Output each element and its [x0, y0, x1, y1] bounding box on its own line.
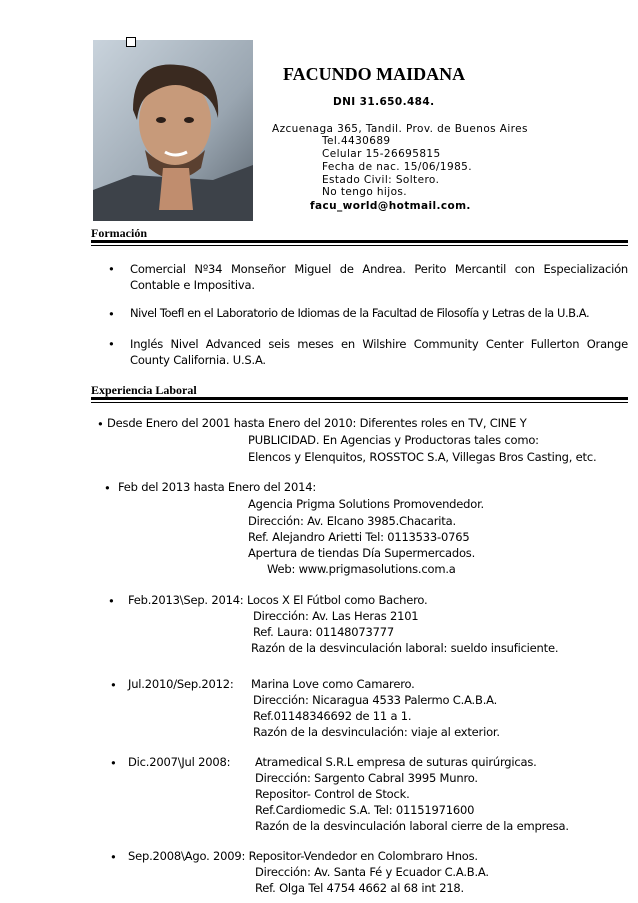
job-entry-line: Dirección: Av. Elcano 3985.Chacarita.	[248, 514, 456, 528]
bullet: •	[97, 417, 104, 431]
job-entry-line: Elencos y Elenquitos, ROSSTOC S.A, Villegas Bros Casting, etc.	[248, 450, 597, 464]
formacion-item: Comercial Nº34 Monseñor Miguel de Andrea. Perito Mercantil con Especialización Contable e Impositiva.	[130, 262, 628, 292]
address: Azcuenaga 365, Tandil. Prov. de Buenos Aires	[272, 123, 528, 135]
job-entry-line: Repositor- Control de Stock.	[255, 787, 410, 801]
job-entry-line: Ref. Laura: 01148073777	[253, 625, 395, 639]
person-name: FACUNDO MAIDANA	[283, 64, 466, 84]
job-entry-line: Ref. Olga Tel 4754 4662 al 68 int 218.	[255, 881, 465, 895]
job-entry-head: Feb del 2013 hasta Enero del 2014:	[118, 480, 317, 494]
job-entry-line: Razón de la desvinculación: viaje al exterior.	[253, 725, 500, 739]
civil-status: Estado Civil: Soltero.	[322, 174, 440, 186]
bullet: •	[108, 337, 115, 351]
job-entry-line: Dirección: Sargento Cabral 3995 Munro.	[255, 771, 478, 785]
profile-photo-image	[93, 40, 253, 221]
formacion-item: Nivel Toefl en el Laboratorio de Idiomas de la Facultad de Filosofía y Letras de la U.B.A.	[130, 306, 590, 320]
bullet: •	[104, 481, 111, 495]
job-entry-line: Ref. Alejandro Arietti Tel: 0113533-0765	[248, 530, 470, 544]
job-entry-head: Desde Enero del 2001 hasta Enero del 2010: Diferentes roles en TV, CINE Y	[107, 416, 527, 430]
children: No tengo hijos.	[322, 186, 407, 198]
job-entry-line: Dirección: Nicaragua 4533 Palermo C.A.B.A.	[253, 693, 498, 707]
section-divider	[91, 397, 628, 400]
bullet: •	[108, 307, 115, 321]
dni: DNI 31.650.484.	[333, 96, 435, 108]
bullet: •	[108, 262, 115, 276]
job-entry-line: Dirección: Av. Santa Fé y Ecuador C.A.B.A.	[255, 865, 489, 879]
job-entry-line: Apertura de tiendas Día Supermercados.	[248, 546, 476, 560]
formacion-item: Inglés Nivel Advanced seis meses en Wilshire Community Center Fullerton Orange County California. U.S.A.	[130, 337, 628, 367]
bullet: •	[108, 594, 115, 608]
bullet: •	[110, 678, 117, 692]
image-resize-handle[interactable]	[126, 37, 136, 47]
job-entry-date: Dic.2007\Jul 2008:	[128, 755, 231, 769]
section-title-formacion: Formación	[91, 226, 147, 240]
job-entry-line: Razón de la desvinculación laboral cierre de la empresa.	[255, 819, 569, 833]
job-entry-line: PUBLICIDAD. En Agencias y Productoras tales como:	[248, 433, 539, 447]
bullet: •	[110, 756, 117, 770]
job-entry-line: Atramedical S.R.L empresa de suturas quirúrgicas.	[255, 755, 537, 769]
job-entry-line: Ref.Cardiomedic S.A. Tel: 01151971600	[255, 803, 475, 817]
bullet: •	[110, 850, 117, 864]
email: facu_world@hotmail.com.	[310, 200, 471, 212]
job-entry-line: Agencia Prigma Solutions Promovendedor.	[248, 497, 484, 511]
section-title-experiencia: Experiencia Laboral	[91, 383, 197, 397]
mobile: Celular 15-26695815	[322, 148, 441, 160]
profile-photo	[93, 40, 253, 221]
job-entry-line: Marina Love como Camarero.	[251, 677, 415, 691]
birth-date: Fecha de nac. 15/06/1985.	[322, 161, 472, 173]
job-entry-line: Razón de la desvinculación laboral: sueldo insuficiente.	[251, 641, 559, 655]
telephone: Tel.4430689	[322, 135, 391, 147]
section-divider-thin	[91, 245, 628, 246]
section-divider-thin	[91, 402, 628, 403]
job-entry-head: Feb.2013\Sep. 2014: Locos X El Fútbol como Bachero.	[128, 593, 428, 607]
job-entry-line: Web: www.prigmasolutions.com.a	[267, 562, 456, 576]
job-entry-head: Sep.2008\Ago. 2009: Repositor-Vendedor en Colombraro Hnos.	[128, 849, 478, 863]
job-entry-date: Jul.2010/Sep.2012:	[128, 677, 234, 691]
job-entry-line: Dirección: Av. Las Heras 2101	[253, 609, 419, 623]
section-divider	[91, 240, 628, 243]
job-entry-line: Ref.01148346692 de 11 a 1.	[253, 709, 412, 723]
